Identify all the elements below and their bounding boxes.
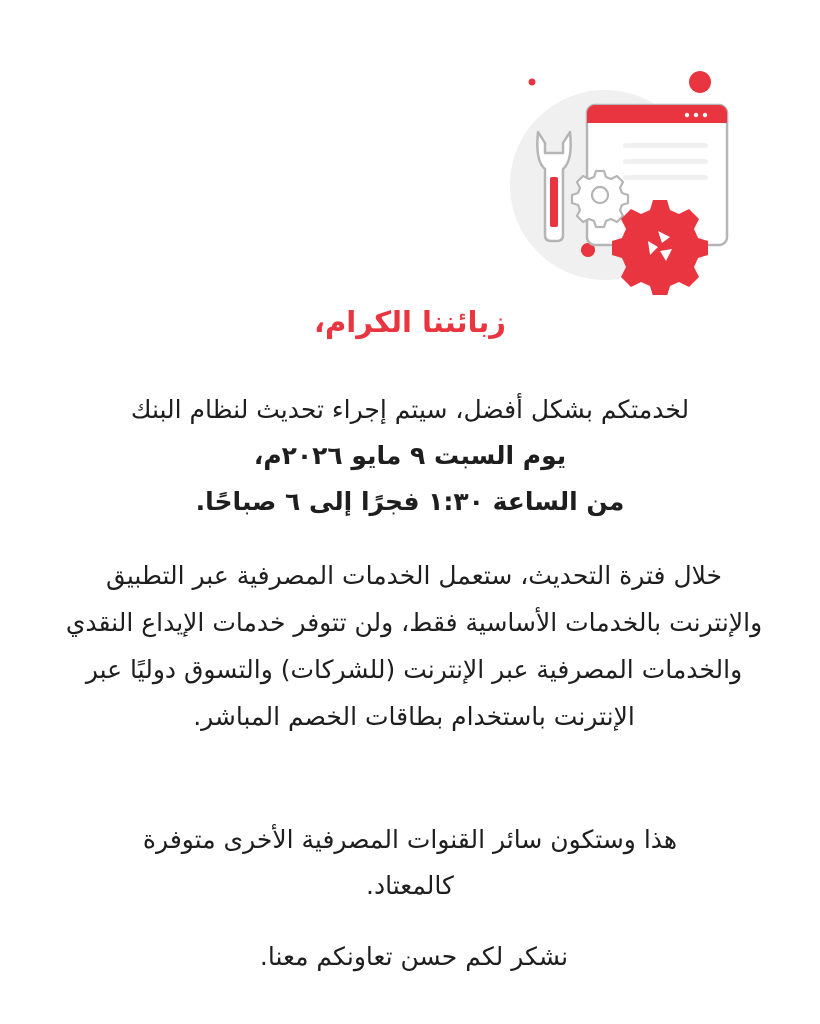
update-date: يوم السبت ٩ مايو ٢٠٢٦م، [253, 441, 567, 470]
maintenance-illustration [505, 65, 745, 295]
intro-line: لخدمتكم بشكل أفضل، سيتم إجراء تحديث لنظام البنك [130, 395, 690, 424]
services-impact-paragraph: خلال فترة التحديث، ستعمل الخدمات المصرفية عبر التطبيق والإنترنت بالخدمات الأساسية فقط، ولن تتوفر خدمات الإيداع النقدي والخدمات المصرفية عبر الإنترنت (للشركات) والتسوق دوليًا عبر الإنترنت باستخدام بطاقات الخصم المباشر. [65, 561, 763, 731]
outline-gear-icon [572, 171, 628, 227]
other-channels-paragraph: هذا وستكون سائر القنوات المصرفية الأخرى متوفرة كالمعتاد. [142, 825, 678, 900]
gear-icon [612, 200, 708, 295]
update-announcement [60, 387, 760, 525]
update-time: من الساعة ١:٣٠ فجرًا إلى ٦ صباحًا. [195, 487, 625, 516]
thanks-paragraph: نشكر لكم حسن تعاونكم معنا. [259, 942, 569, 971]
decor-dot-large [689, 71, 711, 93]
decor-dot-small [529, 79, 536, 86]
greeting-heading: زبائننا الكرام، [314, 305, 506, 339]
